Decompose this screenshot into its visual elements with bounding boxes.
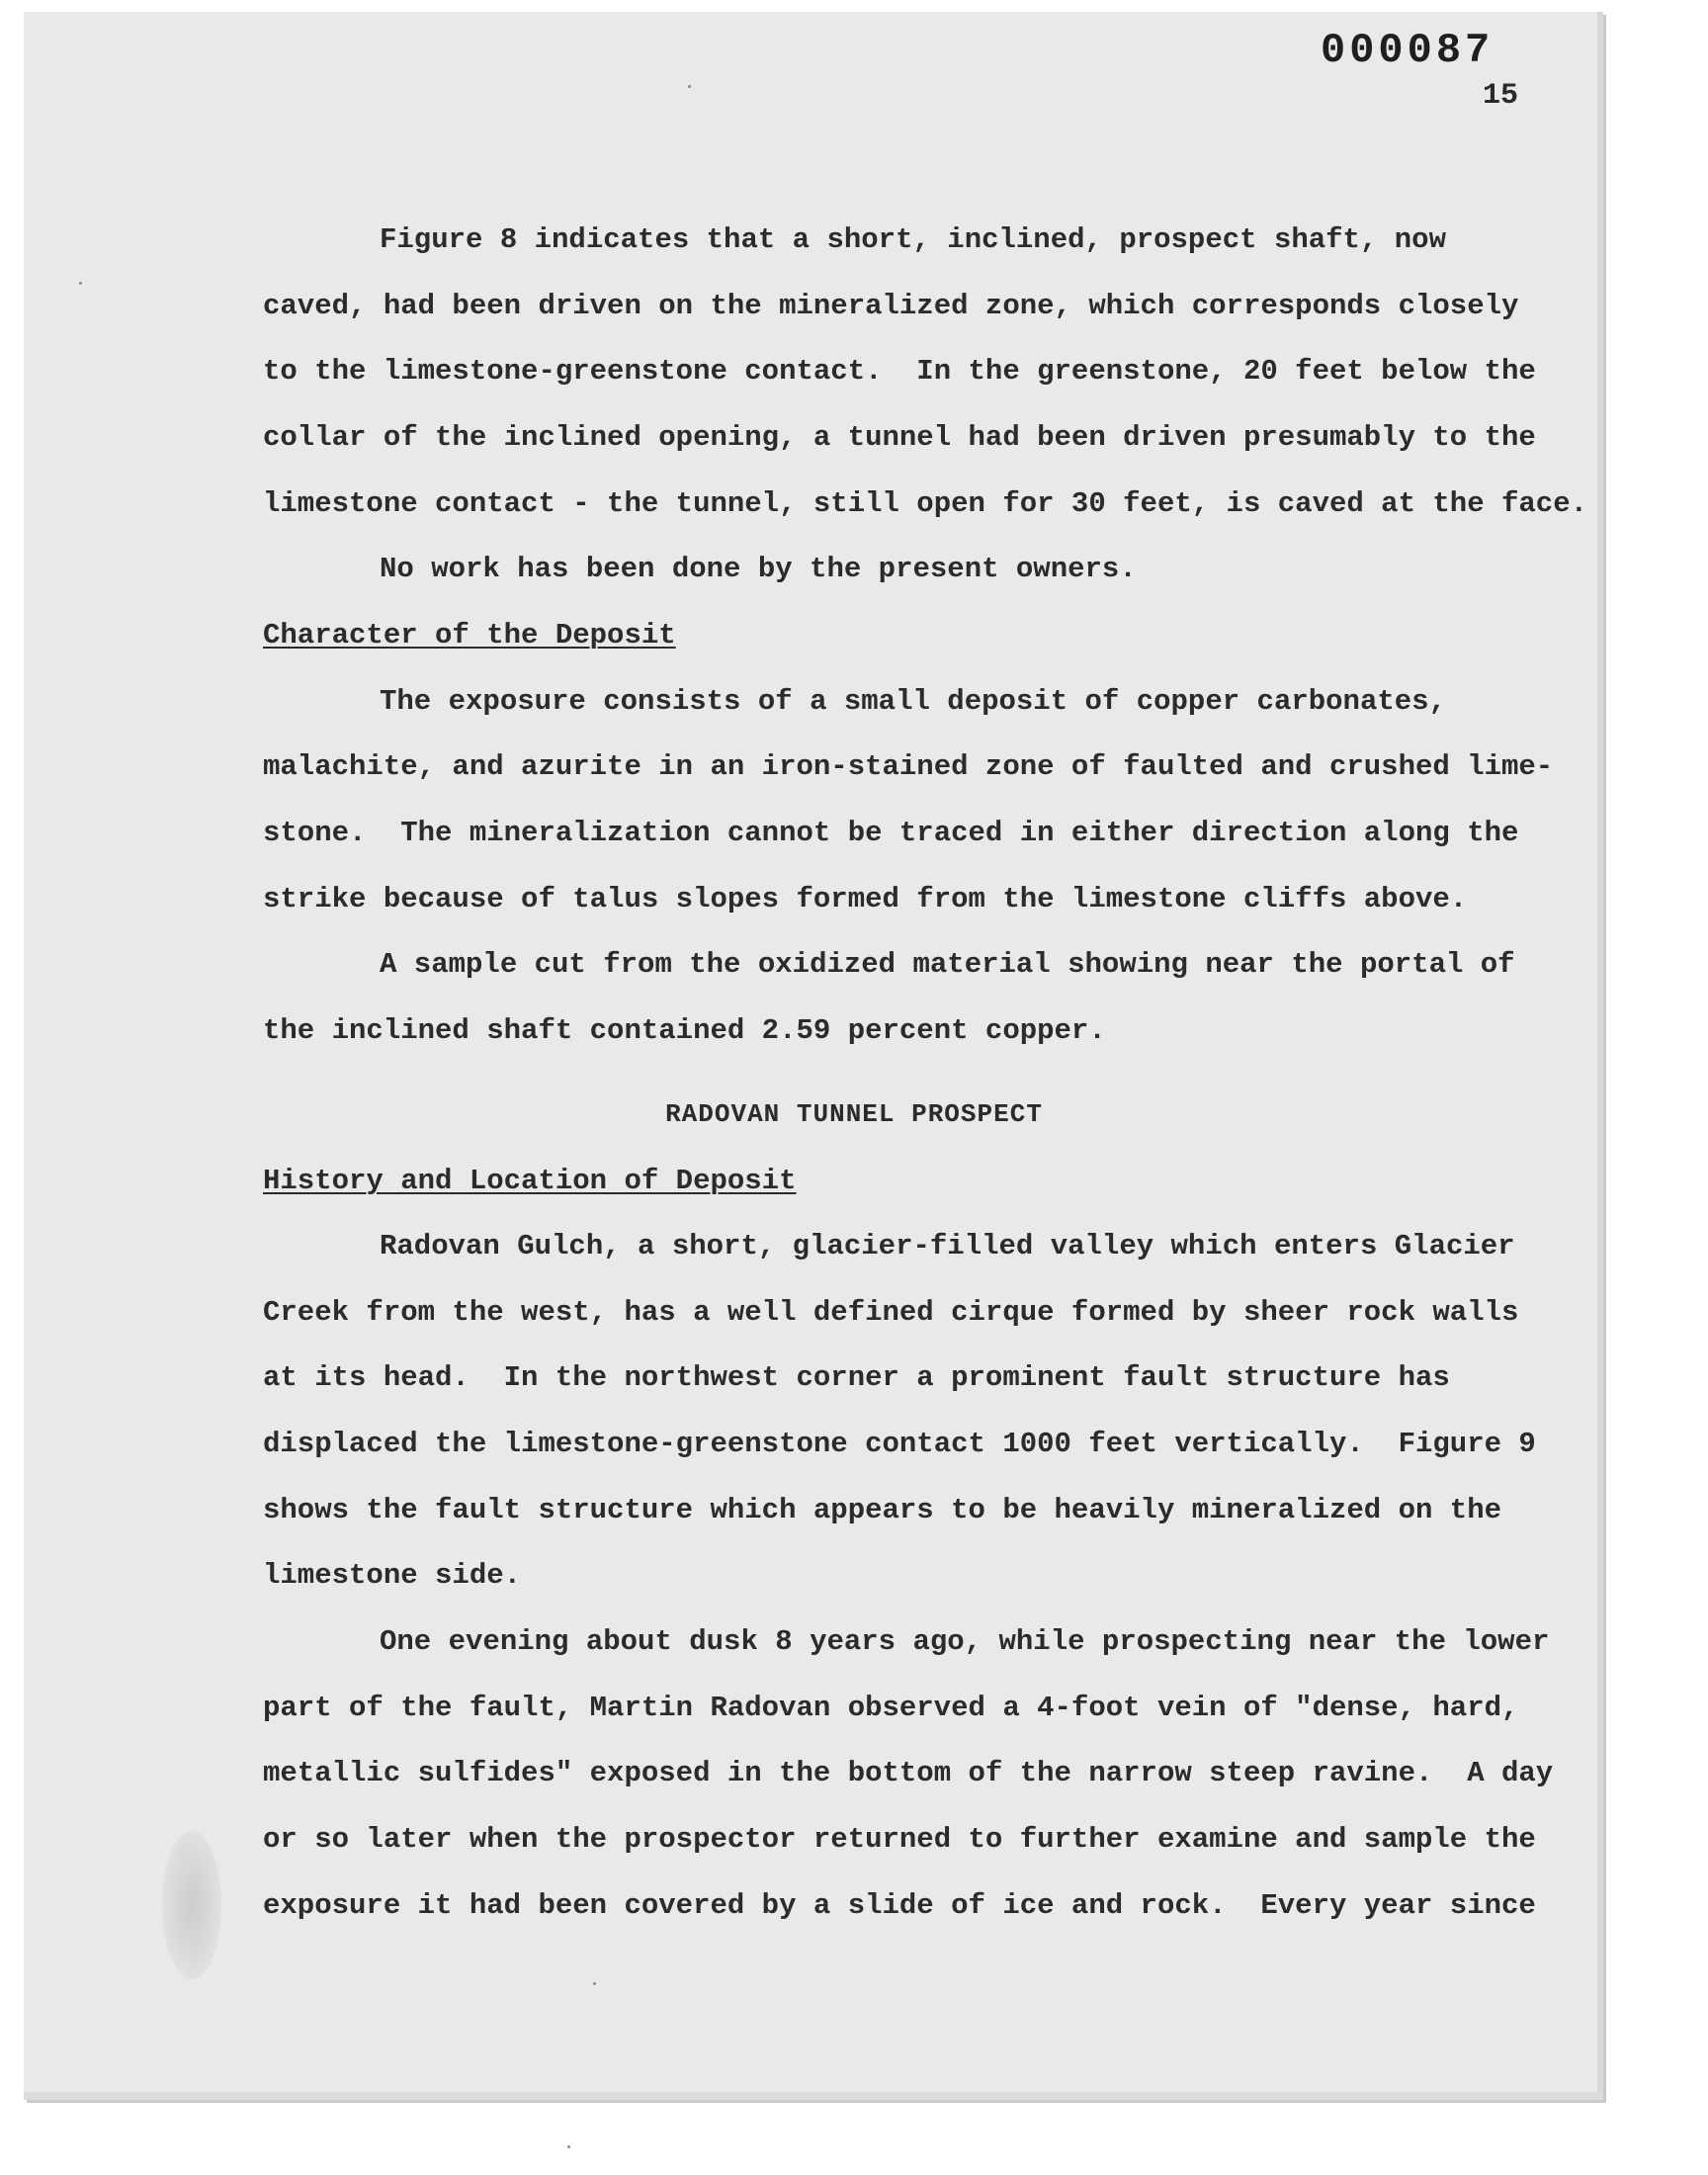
paragraph-5-line-1: Radovan Gulch, a short, glacier-filled valley which enters Glacier	[380, 1230, 1515, 1262]
paragraph-5-line-4: displaced the limestone-greenstone contact 1000 feet vertically. Figure 9	[263, 1428, 1536, 1460]
paragraph-6-line-5: exposure it had been covered by a slide of ice and rock. Every year since	[263, 1889, 1536, 1922]
paragraph-4-line-1: A sample cut from the oxidized material showing near the portal of	[380, 948, 1515, 981]
paragraph-1-line-3: to the limestone-greenstone contact. In the greenstone, 20 feet below the	[263, 355, 1536, 388]
scan-speck	[688, 85, 691, 88]
section-heading-history-and-location: History and Location of Deposit	[263, 1165, 797, 1197]
paragraph-5-line-2: Creek from the west, has a well defined cirque formed by sheer rock walls	[263, 1296, 1519, 1329]
section-heading-character-of-deposit: Character of the Deposit	[263, 619, 676, 652]
paragraph-4-line-2: the inclined shaft contained 2.59 percent copper.	[263, 1014, 1106, 1047]
paragraph-1-line-4: collar of the inclined opening, a tunnel had been driven presumably to the	[263, 421, 1536, 454]
page-edge-right	[1597, 12, 1603, 2100]
paragraph-5-line-3: at its head. In the northwest corner a prominent fault structure has	[263, 1361, 1450, 1394]
paragraph-6-line-3: metallic sulfides" exposed in the bottom of the narrow steep ravine. A day	[263, 1757, 1554, 1789]
paragraph-3-line-4: strike because of talus slopes formed from the limestone cliffs above.	[263, 883, 1468, 915]
paragraph-2-line-1: No work has been done by the present owners.	[380, 553, 1137, 585]
paragraph-6-line-1: One evening about dusk 8 years ago, while prospecting near the lower	[380, 1625, 1550, 1658]
document-control-number: 000087	[1321, 27, 1494, 74]
paragraph-3-line-1: The exposure consists of a small deposit of copper carbonates,	[380, 685, 1446, 718]
paragraph-1-line-5: limestone contact - the tunnel, still open for 30 feet, is caved at the face.	[263, 487, 1588, 520]
scan-speck	[567, 2145, 570, 2148]
paragraph-3-line-3: stone. The mineralization cannot be traced in either direction along the	[263, 817, 1519, 849]
paragraph-6-line-4: or so later when the prospector returned to further examine and sample the	[263, 1823, 1536, 1856]
scan-speck	[79, 282, 82, 285]
scan-speck	[593, 1982, 596, 1985]
paragraph-6-line-2: part of the fault, Martin Radovan observed a 4-foot vein of "dense, hard,	[263, 1692, 1519, 1724]
paragraph-1-line-1: Figure 8 indicates that a short, inclined, prospect shaft, now	[380, 223, 1446, 256]
paragraph-5-line-6: limestone side.	[263, 1559, 522, 1592]
section-title-radovan-tunnel-prospect: RADOVAN TUNNEL PROSPECT	[665, 1099, 1043, 1129]
page-edge-bottom	[24, 2092, 1603, 2100]
scan-smudge	[162, 1831, 221, 1979]
paragraph-3-line-2: malachite, and azurite in an iron-stained zone of faulted and crushed lime-	[263, 750, 1554, 783]
page-number: 15	[1483, 79, 1519, 113]
paragraph-1-line-2: caved, had been driven on the mineralized zone, which corresponds closely	[263, 290, 1519, 322]
paragraph-5-line-5: shows the fault structure which appears to be heavily mineralized on the	[263, 1494, 1502, 1526]
